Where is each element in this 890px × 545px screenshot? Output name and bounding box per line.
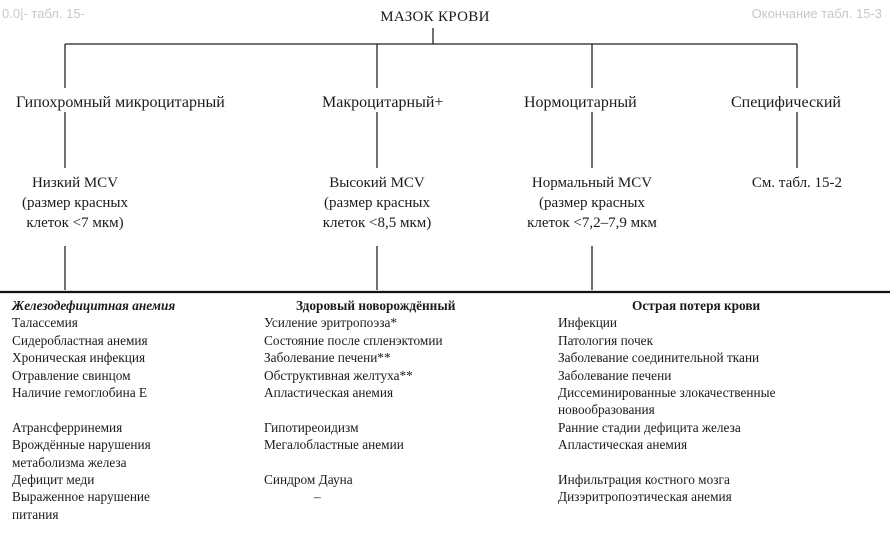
list-item: новообразования	[558, 402, 655, 418]
list-item: Сидеробластная анемия	[12, 332, 148, 348]
mcv-block-high	[302, 173, 452, 233]
mcv-block-specific	[742, 173, 852, 193]
list-item: Апластическая анемия	[264, 385, 394, 401]
list-item: Мегалобластные анемии	[264, 437, 404, 453]
mcv-line: клеток <8,5 мкм)	[322, 215, 432, 231]
list-item: Атрансферринемия	[12, 419, 123, 435]
list-item: Гипотиреоидизм	[264, 419, 359, 435]
list-item: Ранние стадии дефицита железа	[558, 419, 741, 435]
list-item: Обструктивная желтуха**	[264, 367, 413, 383]
mcv-line: (размер красных	[22, 195, 128, 211]
list-spacer	[12, 401, 175, 418]
bleed-through-text: Окончание табл. 15-3	[751, 6, 882, 21]
list-item: Наличие гемоглобина Е	[12, 385, 148, 401]
list-item: метаболизма железа	[12, 454, 127, 470]
column-normocytic-causes	[558, 297, 775, 506]
list-item: Талассемия	[12, 315, 78, 331]
mcv-line: (размер красных	[324, 195, 430, 211]
list-spacer	[264, 454, 455, 471]
list-item: Инфильтрация костного мозга	[558, 472, 730, 488]
category-hypochromic: Гипохромный микроцитарный	[16, 94, 225, 111]
mcv-line: клеток <7 мкм)	[26, 215, 124, 231]
column-header: Железодефицитная анемия	[12, 298, 176, 313]
category-normocytic: Нормоцитарный	[524, 94, 637, 111]
list-item: Дефицит меди	[12, 472, 95, 488]
list-item: Инфекции	[558, 315, 618, 331]
mcv-block-normal	[502, 173, 682, 233]
list-item: Синдром Дауна	[264, 472, 353, 488]
list-spacer	[558, 454, 775, 471]
bleed-through-text: 0.0|- табл. 15-	[2, 6, 85, 21]
list-item: Заболевание печени**	[264, 350, 391, 366]
list-item: Состояние после спленэктомии	[264, 332, 443, 348]
list-item: –	[314, 489, 321, 505]
column-hypochromic-causes	[12, 297, 175, 523]
mcv-line: Нормальный MCV	[531, 175, 653, 191]
column-header: Острая потеря крови	[632, 298, 761, 313]
root-title: МАЗОК КРОВИ	[380, 9, 490, 25]
mcv-line: (размер красных	[539, 195, 645, 211]
mcv-block-low	[0, 173, 150, 233]
list-item: Отравление свинцом	[12, 367, 131, 383]
list-item: Врождённые нарушения	[12, 437, 151, 453]
list-item: Заболевание печени	[558, 367, 672, 383]
list-item: Усиление эритропоэза*	[264, 315, 398, 331]
list-item: Хроническая инфекция	[12, 350, 146, 366]
list-item: Апластическая анемия	[558, 437, 688, 453]
list-item: питания	[12, 506, 59, 522]
list-item: Заболевание соединительной ткани	[558, 350, 760, 366]
list-spacer	[264, 401, 455, 418]
column-header: Здоровый новорождённый	[296, 298, 456, 313]
category-specific: Специфический	[731, 94, 841, 111]
mcv-line: Низкий MCV	[31, 175, 119, 191]
column-macrocytic-causes	[264, 297, 455, 506]
list-item: Диссеминированные злокачественные	[558, 385, 776, 401]
list-item: Выраженное нарушение	[12, 489, 150, 505]
mcv-line: См. табл. 15-2	[751, 175, 843, 191]
mcv-line: Высокий MCV	[329, 175, 425, 191]
category-macrocytic: Макроцитарный+	[322, 94, 444, 111]
list-item: Патология почек	[558, 332, 654, 348]
list-item: Дизэритропоэтическая анемия	[558, 489, 732, 505]
mcv-line: клеток <7,2–7,9 мкм	[527, 215, 657, 231]
